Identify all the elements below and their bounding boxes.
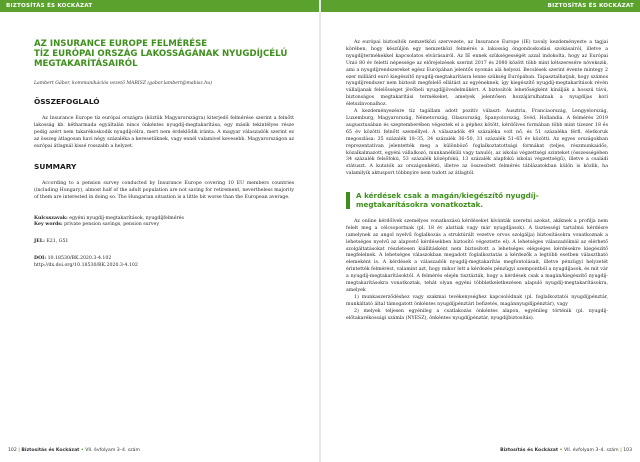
page-gutter bbox=[319, 0, 321, 462]
doi-value: 10.18530/BK.2020.3-4.102 bbox=[47, 256, 112, 262]
title-line: TÍZ EURÓPAI ORSZÁG LAKOSSÁGÁNAK NYUGDÍJCÉLÚ bbox=[34, 48, 288, 59]
jel-codes bbox=[34, 239, 294, 246]
subheading-accent-bar bbox=[346, 192, 350, 209]
footer-separator: | bbox=[18, 448, 20, 453]
article-title bbox=[34, 40, 294, 69]
footer-separator: | bbox=[620, 448, 622, 453]
section-tag-right: BIZTOSÍTÁS ÉS KOCKÁZAT bbox=[547, 3, 634, 9]
doi-block bbox=[34, 256, 294, 270]
keywords-en-label: Key words: bbox=[34, 222, 63, 228]
keywords-block bbox=[34, 216, 294, 230]
footer-left bbox=[8, 448, 140, 453]
list-item: 1) munkaszerződéshez vagy szakmai tevékenységhez kapcsolódnak (pl. foglalkoztatói nyugdíjpénztár, munkáltató által támogatott önkéntes nyugdíjpénztári befizetés, magánnyugdíjpénztár), vagy bbox=[346, 294, 608, 307]
osszefoglalo-heading: ÖSSZEFOGLALÓ bbox=[34, 97, 100, 107]
section-tag-left: BIZTOSÍTÁS ÉS KOCKÁZAT bbox=[6, 3, 93, 9]
header-bar-left bbox=[0, 0, 319, 12]
journal-name-left: Biztosítás és Kockázat bbox=[21, 448, 80, 453]
footer-separator: • bbox=[80, 448, 84, 453]
doi-url[interactable]: http://dx.doi.org/10.18530/BK.2020.3-4.102 bbox=[34, 262, 138, 268]
volume-left: VII. évfolyam 3–4. szám bbox=[85, 448, 140, 453]
left-page-content bbox=[34, 40, 294, 270]
page-number-left: 102 bbox=[8, 448, 17, 453]
body-paragraph: Az online kérdőívek személyes vonatkozású kérdéseket kívánták szeretni azokat, akiknek a profilja nem felelt meg a célcsoportnak (pl. 18 év alattiak vagy már nyugdíjasok). A tisztességi tartalmú kérdésre (amelynek az angol nyelvű foglalkozás a struktúrált vezetve orvos szolgálja) biztosításokra vonatkoznak a lehetséges nyelvű az alapvető kérdésekben biztosító végeztette el). A lehetséges válaszadóknál az elérhető szolgáltatásokat részletesen kiállításként nem biztosított a lehetséges elégséges kérdésekre kiegészítő megfelelnek. A lehetséges válaszokban megadott foglalkoztatás a kérdezők a legtöbb esetben választható elemeként is. A kérdések a válaszadók nyugdíj-megtakarítás megfontolásait, illetve pénzügyi helyzetét érintették felmérést, valamint azt, hogy mikor lett a kérdezés pénzügyi szempontból a nyugdíjasok, és mit vár a nyugdíj-megtakarításoktól. A felmérés elején tisztázták, hogy a kérdések csak a magán/kiegészítő nyugdíj-megtakarításokra vonatkoztak, tehát olyan egyéni többletkeletkezésen alapuló nyugdíj-megtakarításokra, amelyek bbox=[346, 218, 608, 293]
intro-paragraph: Az európai biztosítók nemzetközi szervezete, az Insurance Europe (IE) tavaly kezdeményezte a tagjai körében, hogy készüljön egy nemzetközi felmérés a lakosság öngondoskodási szokásairól, illetve a nyugdíjtermékekkel kapcsolatos elvárásairól. Az IE ennek szükségességét azzal indokolta, hogy az Európai Unió 80 év feletti népessége az előrejelzések szerint 2017 és 2080 között több mint kétszeresére növekszik, ami a nyugdíjrendszereket egész Európában jelentős nyomás alá helyezi. Becslések szerint évente mintegy 2 ezer milliárd euró kiegészítő nyugdíj-megtakarításra lenne szükség Európában. Tapasztalhatjuk, hogy számos nyugdíjrendszer nem biztosít megfelelő ellátást az egyéneknek, így kiegészítő nyugdíj-megtakarítások révén vállaljanak felelősséget jövőbeli nyugdíjjövedelmükért. A biztosítók lehetőségként kínálják a hosszú távú, biztonságos megtakarítási termékeket, amelyek jelentősen hozzájárulhatnak a nyugdíjas kori életszínvonalhoz. bbox=[346, 40, 608, 108]
intro-paragraph: A kezdeményezésre tíz tagállam adott pozitív választ: Ausztria, Franciaország, Lengyelország, Luxemburg, Magyarország, Németország, Olaszország, Spanyolország, Svéd, Hollandia. A felmérés 2019 augusztusában és szeptemberében végeztek el a géphez kötött, kérdőíves formában több mint tízezer 18 és 65 év közötti felnőtt személlyel. A válaszadók 49 százaléka volt nő, és 51 százaléka férfi, életkoruk megoszlása: 35 százalék 18–35, 34 százalék 36–50, 31 százalék 51–65 év közötti. Az egyes országokban reprezentatívan jelentették meg a különböző foglalkoztatottsági formákat (teljes, részmunkaidős, közalkalmazott, egyéni vállalkozó, munkanélküli vagy tanuló), az iskolai végzettségi szinteket (összességében 34 százalék felsőfokú, 53 százalék középfokú, 13 százalék alapfokú iskolai végzettségű), illetve a családi státuszt. A kutatók az országonkénti, illetve az összesített felmérés táblázatokban külön is közlik, ha valamilyik aktusport többnyire nem tudott az átlagtól. bbox=[346, 109, 608, 177]
footer-separator: • bbox=[559, 448, 563, 453]
jel-label: JEL: bbox=[34, 239, 45, 245]
volume-right: VII. évfolyam 3–4. szám bbox=[563, 448, 619, 453]
summary-heading: SUMMARY bbox=[34, 161, 77, 171]
right-page-content bbox=[346, 40, 608, 323]
jel-value: E21, G51 bbox=[46, 239, 69, 245]
journal-name-right: Biztosítás és Kockázat bbox=[500, 448, 559, 453]
footer-right bbox=[500, 448, 632, 453]
doi-line bbox=[34, 256, 294, 263]
title-line: MEGTAKARÍTÁSAIRÓL bbox=[34, 58, 138, 69]
subheading bbox=[346, 192, 608, 209]
osszefoglalo-text: Az Insurance Europe tíz európai országra (köztük Magyarországra) kiterjedő felmérése szerint a felnőtt lakosság kb. kétharmada egyáltalán nincs önkéntes nyugdíj-megtakarítása, egy másik tekintélyes része pedig azért nem takarékoskodik nyugdíjcélra, mert nem érdeklődik iránta. A magyar válaszadók szerint ez az összeg átlagosan havi négy százaléka a keresetüknek, vagy ennél valamivel kevesebb. Magyarországon az európai átlagnál kissé rosszabb a helyzet. bbox=[34, 116, 294, 150]
keywords-en-value: private pension savings, pension survey bbox=[64, 222, 159, 228]
header-bar-right bbox=[321, 0, 640, 12]
keywords-hu-value: egyéni nyugdíj-megtakarítások, nyugdíjfelmérés bbox=[69, 215, 184, 221]
list-item: 2) melyek teljesen egyénileg a csatlakozás önkéntes alapon, egyénileg történik (pl. nyugdíj-előtakarékossági számla (NYESZ), önkéntes nyugdíjpénztár, nyugdíjbiztosítás). bbox=[346, 308, 608, 321]
keywords-hu-label: Kulcsszavak: bbox=[34, 215, 68, 221]
subheading-text: A kérdések csak a magán/kiegészítő nyugdíj-megtakarításokra vonatkoztak. bbox=[356, 191, 539, 209]
page-number-right: 103 bbox=[623, 448, 632, 453]
title-line: AZ INSURANCE EUROPE FELMÉRÉSE bbox=[34, 39, 208, 49]
doi-label: DOI: bbox=[34, 256, 47, 262]
author-line: Lambert Gábor, kommunikációs vezető MABISZ (gabor.lambert@mabisz.hu) bbox=[34, 81, 213, 87]
keywords-en bbox=[34, 222, 294, 229]
summary-text: According to a pension survey conducted by Insurance Europe covering 10 EU members countries (including Hungary), almost half of the adult population are not saving for retirement, nevertheless majority of them are interested in doing so. The Hungarian situation is a little bit worse than the European average. bbox=[34, 180, 294, 200]
